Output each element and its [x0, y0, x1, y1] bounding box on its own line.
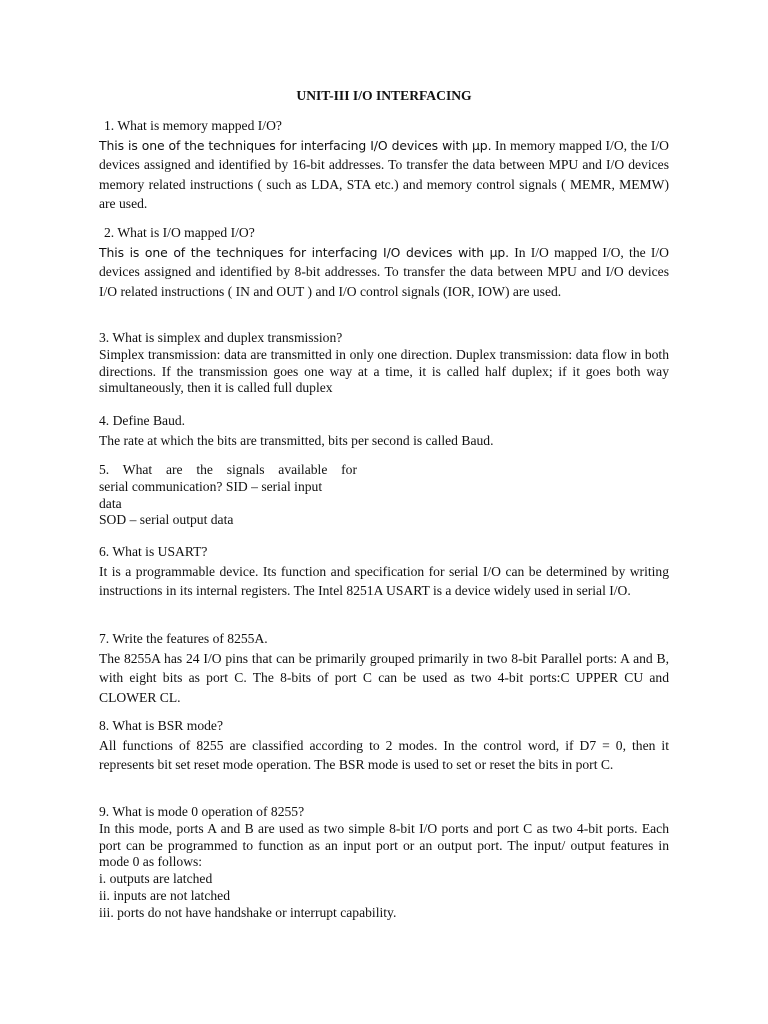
qa-item-8: [99, 716, 669, 775]
answer-5-line-1: serial communication? SID – serial input: [99, 478, 323, 494]
answer-1: [99, 136, 669, 214]
answer-3: Simplex transmission: data are transmitted in only one direction. Duplex transmission: data flow in both directions. If the transmission goes one way at a time, it is called half duplex; if it goes both way simultaneously, then it is called full duplex: [99, 346, 669, 396]
answer-2-rest: In I/O mapped I/O, the I/O devices assigned and identified by 8-bit addresses. To transfer the data between MPU and I/O devices I/O related instructions ( IN and OUT ) and I/O control signals (IOR, IOW) are used.: [99, 244, 669, 299]
question-4: 4. Define Baud.: [99, 413, 186, 428]
list-item: ii. inputs are not latched: [99, 887, 230, 903]
question-8: 8. What is BSR mode?: [99, 718, 223, 733]
question-6: 6. What is USART?: [99, 544, 208, 559]
answer-5-line-2: data: [99, 495, 122, 511]
answer-6: It is a programmable device. Its function and specification for serial I/O can be determined by writing instructions in its internal registers. The Intel 8251A USART is a device widely used in serial I/O.: [99, 563, 669, 598]
answer-1-lead: This is one of the techniques for interfacing I/O devices with µp.: [99, 137, 492, 153]
qa-item-9: [99, 804, 669, 922]
qa-item-7: [99, 629, 669, 707]
answer-2-lead: This is one of the techniques for interfacing I/O devices with µp.: [99, 244, 509, 260]
answer-1-rest: In memory mapped I/O, the I/O devices assigned and identified by 16-bit addresses. To transfer the data between MPU and I/O devices memory related instructions ( such as LDA, STA etc.) and memory control signals ( MEMR, MEMW) are used.: [99, 137, 669, 211]
answer-4: The rate at which the bits are transmitted, bits per second is called Baud.: [99, 432, 494, 448]
question-2: 2. What is I/O mapped I/O?: [104, 225, 255, 240]
qa-item-2: [99, 223, 669, 301]
question-3: 3. What is simplex and duplex transmission?: [99, 330, 343, 345]
qa-item-6: [99, 542, 669, 601]
qa-item-3: [99, 330, 669, 397]
qa-item-5: [99, 462, 357, 529]
list-item: iii. ports do not have handshake or interrupt capability.: [99, 904, 397, 920]
question-7: 7. Write the features of 8255A.: [99, 631, 268, 646]
qa-item-4: [99, 411, 669, 450]
question-9: 9. What is mode 0 operation of 8255?: [99, 804, 305, 819]
answer-7: The 8255A has 24 I/O pins that can be primarily grouped primarily in two 8-bit Parallel ports: A and B, with eight bits as port C. The 8-bits of port C can be used as two 4-bit ports:C UPPER CU and CLOWER CL.: [99, 650, 669, 705]
answer-2: [99, 243, 669, 302]
answer-9: In this mode, ports A and B are used as two simple 8-bit I/O ports and port C as two 4-bit ports. Each port can be programmed to function as an input port or an output port. The input/ output features in mode 0 as follows:: [99, 820, 669, 870]
list-item: i. outputs are latched: [99, 871, 213, 887]
question-1: 1. What is memory mapped I/O?: [104, 118, 282, 133]
qa-item-1: [99, 116, 669, 214]
answer-8: All functions of 8255 are classified according to 2 modes. In the control word, if D7 = 0, then it represents bit set reset mode operation. The BSR mode is used to set or reset the bits in port C.: [99, 737, 669, 772]
answer-5-line-3: SOD – serial output data: [99, 512, 234, 528]
question-5: 5. What are the signals available for: [99, 462, 357, 477]
page-title: UNIT-III I/O INTERFACING: [296, 88, 472, 103]
